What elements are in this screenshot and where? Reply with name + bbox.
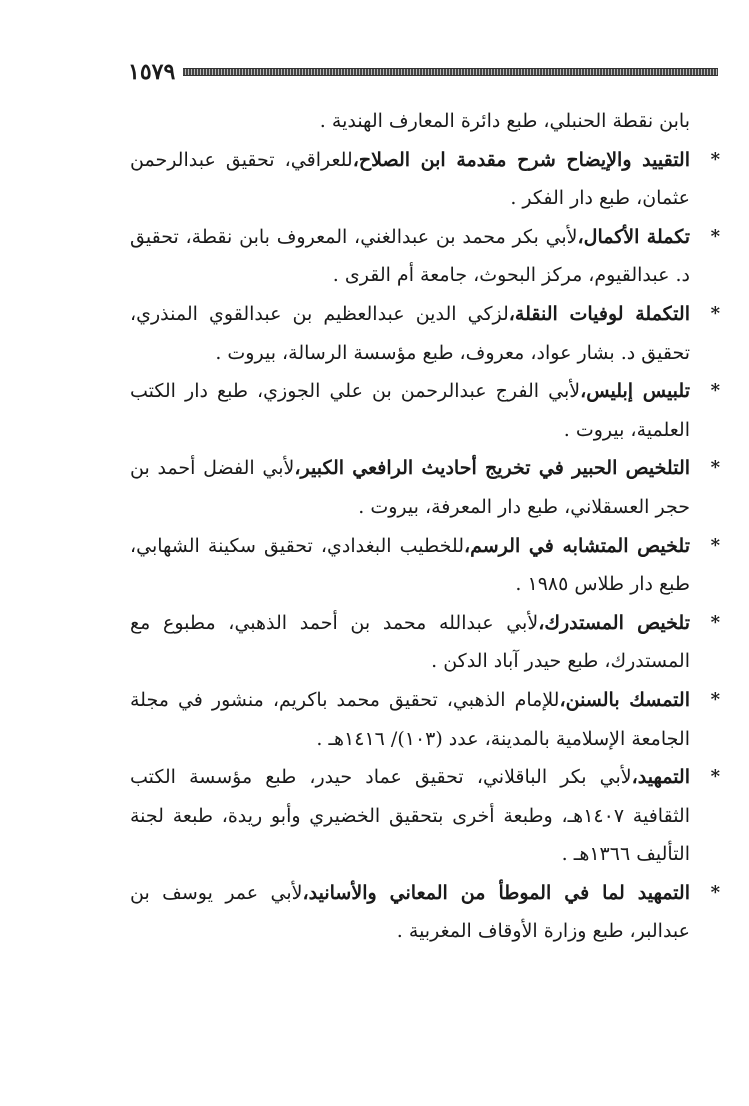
bibliography-entry	[130, 758, 720, 874]
bibliography-entry	[130, 604, 720, 681]
asterisk-icon: *	[710, 534, 720, 556]
bibliography-entry	[130, 449, 720, 526]
entry-title: تلخيص المتشابه في الرسم،	[463, 534, 690, 557]
bibliography-list	[130, 102, 720, 951]
asterisk-icon: *	[710, 688, 720, 710]
entry-title: التمسك بالسنن،	[559, 688, 690, 711]
bibliography-entry	[130, 295, 720, 372]
entry-text: للخطيب البغدادي، تحقيق سكينة الشهابي، طبع دار طلاس ١٩٨٥ .	[130, 534, 690, 596]
entry-text: للعراقي، تحقيق عبدالرحمن عثمان، طبع دار الفكر .	[130, 148, 690, 210]
entry-title: تكملة الأكمال،	[577, 225, 690, 248]
bibliography-entry	[130, 372, 720, 449]
entry-text: لأبي الفرج عبدالرحمن بن علي الجوزي، طبع دار الكتب العلمية، بيروت .	[130, 380, 690, 441]
entry-title: التقييد والإيضاح شرح مقدمة ابن الصلاح،	[352, 148, 691, 171]
entry-title: تلخيص المستدرك،	[538, 611, 690, 634]
entry-text: للإمام الذهبي، تحقيق محمد باكريم، منشور في مجلة الجامعة الإسلامية بالمدينة، عدد (١٠٣)/ ١٤١٦هـ .	[130, 688, 690, 750]
asterisk-icon: *	[710, 457, 720, 479]
asterisk-icon: *	[710, 302, 720, 324]
entry-title: تلبيس إبليس،	[580, 380, 690, 403]
bibliography-entry	[130, 218, 720, 295]
entry-text: لأبي عبدالله محمد بن أحمد الذهبي، مطبوع مع المستدرك، طبع حيدر آباد الدكن .	[130, 611, 690, 673]
asterisk-icon: *	[710, 148, 720, 170]
page-number: ١٥٧٩	[128, 59, 176, 85]
page-header	[128, 58, 718, 86]
bibliography-entry	[130, 874, 720, 951]
asterisk-icon: *	[710, 881, 720, 903]
entry-text: لأبي الفضل أحمد بن حجر العسقلاني، طبع دار المعرفة، بيروت .	[130, 457, 690, 518]
asterisk-icon: *	[710, 380, 720, 402]
entry-title: التلخيص الحبير في تخريج أحاديث الرافعي الكبير،	[294, 457, 691, 480]
header-rule	[183, 68, 718, 76]
entry-title: التمهيد،	[631, 766, 690, 789]
entry-title: التمهيد لما في الموطأ من المعاني والأسانيد،	[302, 881, 690, 904]
entry-text: بابن نقطة الحنبلي، طبع دائرة المعارف الهندية .	[319, 110, 690, 132]
asterisk-icon: *	[710, 611, 720, 633]
bibliography-entry	[130, 102, 720, 141]
asterisk-icon: *	[710, 766, 720, 788]
asterisk-icon: *	[710, 225, 720, 247]
entry-text: لأبي بكر الباقلاني، تحقيق عماد حيدر، طبع مؤسسة الكتب الثقافية ١٤٠٧هـ، وطبعة أخرى بتحقيق الخضيري وأبو ريدة، طبعة لجنة التأليف ١٣٦٦هـ .	[130, 766, 690, 866]
bibliography-entry	[130, 527, 720, 604]
entry-text: لزكي الدين عبدالعظيم بن عبدالقوي المنذري، تحقيق د. بشار عواد، معروف، طبع مؤسسة الرسالة، بيروت .	[130, 302, 690, 364]
bibliography-entry	[130, 681, 720, 758]
entry-title: التكملة لوفيات النقلة،	[508, 302, 690, 325]
entry-text: لأبي بكر محمد بن عبدالغني، المعروف بابن نقطة، تحقيق د. عبدالقيوم، مركز البحوث، جامعة أم القرى .	[130, 225, 690, 287]
bibliography-entry	[130, 141, 720, 218]
entry-text: لأبي عمر يوسف بن عبدالبر، طبع وزارة الأوقاف المغربية .	[130, 881, 690, 943]
